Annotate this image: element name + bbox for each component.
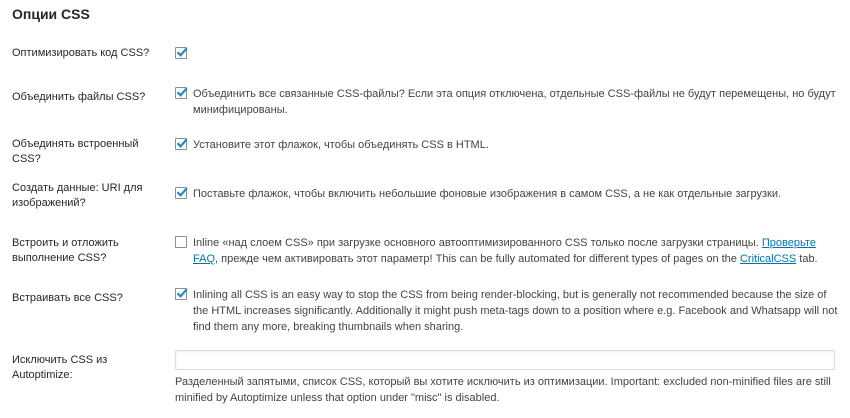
- exclude-css-input[interactable]: [175, 350, 835, 370]
- row-inline-all-css: [0, 287, 850, 337]
- checkmark-icon: [175, 136, 189, 150]
- datauris-label: Создать данные: URI для изображений?: [12, 182, 143, 209]
- defer-css-checkbox[interactable]: [175, 236, 187, 248]
- defer-css-label: Встроить и отложить выполнение CSS?: [12, 237, 119, 264]
- checkmark-icon: [175, 286, 189, 300]
- aggregate-css-label: Объединить файлы CSS?: [12, 91, 146, 103]
- optimize-css-checkbox[interactable]: [175, 47, 187, 59]
- row-datauris: [0, 179, 850, 213]
- row-aggregate-css: [0, 86, 850, 120]
- checkmark-icon: [175, 85, 189, 99]
- defer-css-text-1: Inline «над слоем CSS» при загрузке основного автооптимизированного CSS только после загрузки страницы.: [193, 237, 759, 249]
- aggregate-inline-css-label: Объединять встроенный CSS?: [12, 138, 139, 165]
- check-faq-link[interactable]: Проверьте FAQ: [193, 237, 816, 265]
- defer-css-description: [193, 235, 840, 267]
- optimize-css-label: Оптимизировать код CSS?: [12, 47, 150, 59]
- aggregate-css-checkbox[interactable]: [175, 87, 187, 99]
- inline-all-css-checkbox[interactable]: [175, 288, 187, 300]
- row-defer-css: [0, 234, 850, 268]
- datauris-description: Поставьте флажок, чтобы включить небольшие фоновые изображения в самом CSS, а не как отдельные загрузки.: [193, 188, 782, 200]
- datauris-checkbox[interactable]: [175, 187, 187, 199]
- aggregate-css-description: Объединить все связанные CSS-файлы? Если эта опция отключена, отдельные CSS-файлы не будут перемещены, но будут минифицированы.: [193, 88, 836, 116]
- aggregate-inline-css-description: Установите этот флажок, чтобы объединять CSS в HTML.: [193, 139, 489, 151]
- exclude-css-label: Исключить CSS из Autoptimize:: [12, 354, 108, 381]
- row-aggregate-inline-css: [0, 137, 850, 165]
- row-optimize-css: [0, 46, 850, 66]
- row-exclude-css: [0, 350, 850, 410]
- inline-all-css-label: Встраивать все CSS?: [12, 292, 123, 304]
- section-title: Опции CSS: [12, 6, 90, 22]
- inline-all-css-description: Inlining all CSS is an easy way to stop the CSS from being render-blocking, but is generally not recommended because the size of the HTML increases significantly. Additionally it might push meta-tags down to a position where e.g. Facebook and Whatsapp will not find them any more, breaking thumbnails when sharing.: [193, 289, 838, 333]
- criticalcss-tab-link[interactable]: CriticalCSS: [739, 253, 797, 265]
- checkmark-icon: [175, 185, 189, 199]
- checkmark-icon: [175, 45, 189, 59]
- exclude-css-help: Разделенный запятыми, список CSS, который вы хотите исключить из оптимизации. Important: excluded non-minified files are still minified by Autoptimize unless that option under "misc" is disabled.: [175, 376, 831, 404]
- defer-css-text-2: , прежде чем активировать этот параметр! This can be fully automated for different types of pages on the: [215, 253, 737, 265]
- aggregate-inline-css-checkbox[interactable]: [175, 138, 187, 150]
- defer-css-text-3: tab.: [799, 253, 818, 265]
